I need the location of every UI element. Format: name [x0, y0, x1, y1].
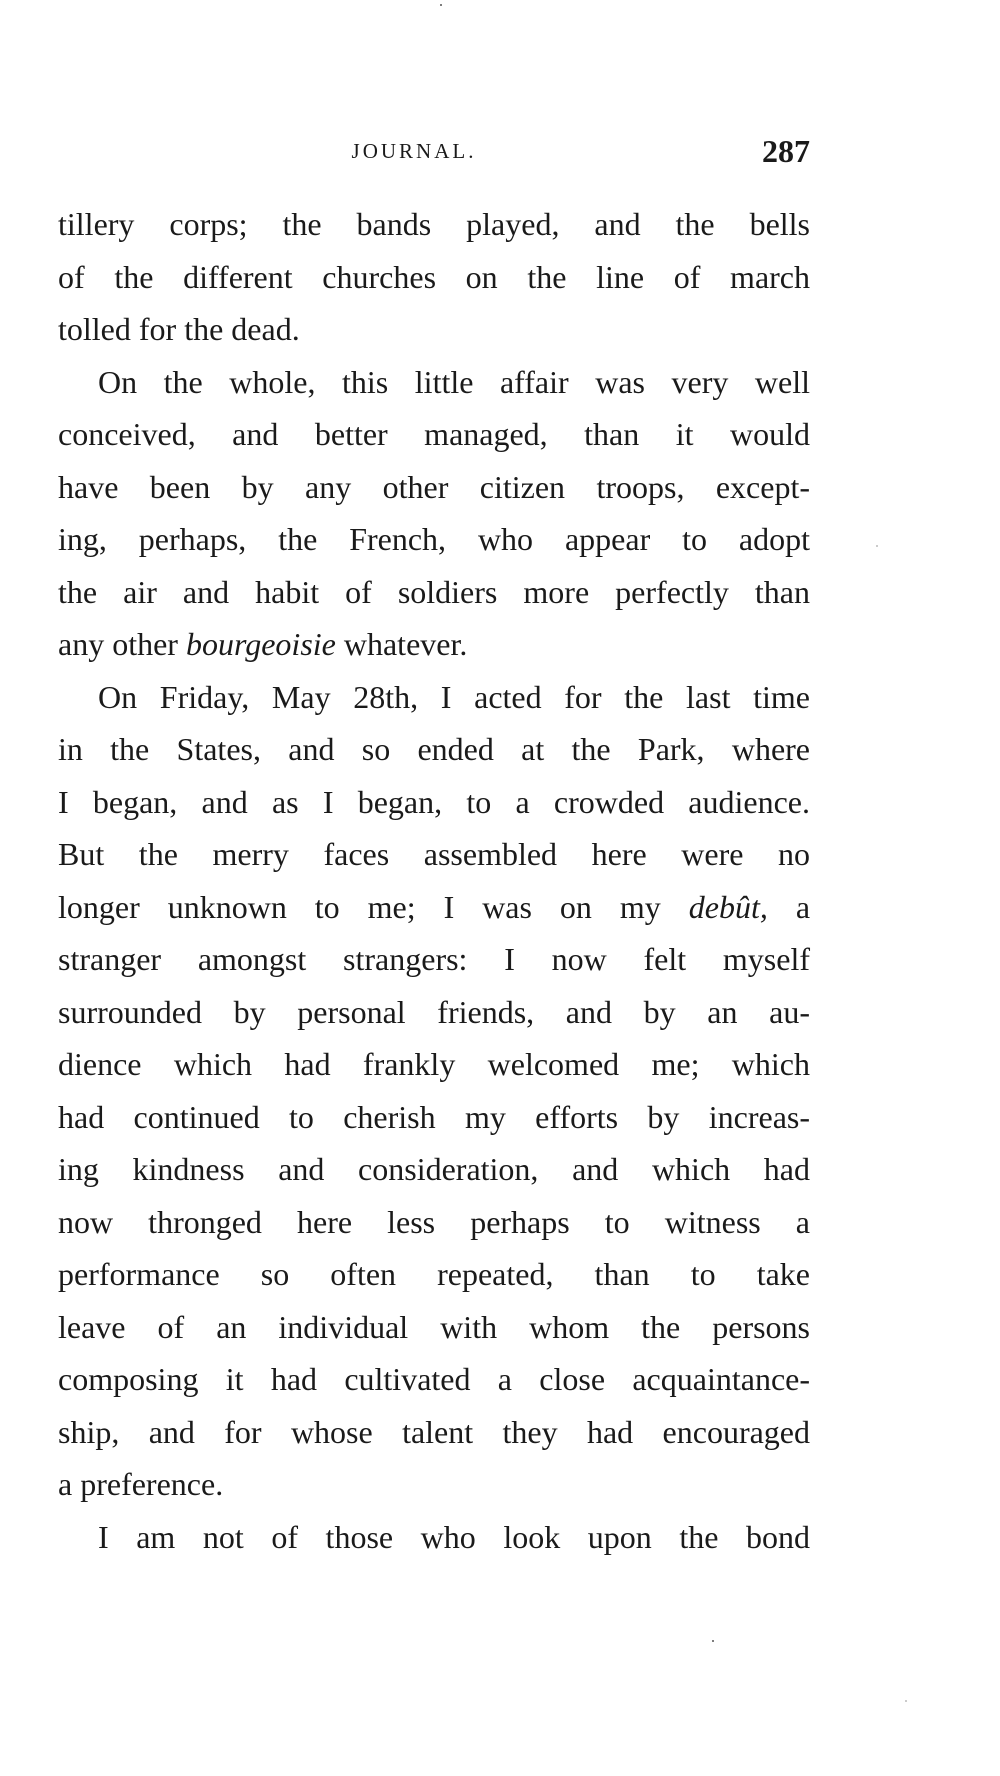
text-fragment: longer unknown to me; I was on my: [58, 888, 661, 925]
paper-speck: [876, 545, 878, 547]
text-line: of the different churches on the line of march: [58, 258, 810, 295]
text-line: surrounded by personal friends, and by an au-: [58, 993, 810, 1030]
text-line: I began, and as I began, to a crowded audience.: [58, 783, 810, 820]
text-line: I am not of those who look upon the bond: [98, 1518, 810, 1555]
body-text: [58, 198, 810, 1563]
paper-speck: [905, 1700, 907, 1702]
text-line: composing it had cultivated a close acquaintance-: [58, 1361, 810, 1397]
text-line: a preference.: [58, 1466, 224, 1502]
italic-term: debût,: [688, 888, 768, 925]
text-line: leave of an individual with whom the persons: [58, 1308, 810, 1345]
text-line: tillery corps; the bands played, and the bells: [58, 206, 810, 242]
text-fragment: any other: [58, 626, 178, 662]
text-line: tolled for the dead.: [58, 311, 300, 347]
text-line: [58, 881, 810, 934]
text-line: stranger amongst strangers: I now felt myself: [58, 941, 810, 977]
text-line: performance so often repeated, than to take: [58, 1256, 810, 1292]
running-title: JOURNAL.: [351, 139, 477, 163]
text-line: in the States, and so ended at the Park, where: [58, 731, 810, 767]
text-line: the air and habit of soldiers more perfectly than: [58, 573, 810, 610]
text-line: But the merry faces assembled here were no: [58, 836, 810, 872]
text-line: ing, perhaps, the French, who appear to adopt: [58, 521, 810, 557]
text-line: conceived, and better managed, than it would: [58, 416, 810, 452]
text-line: ship, and for whose talent they had encouraged: [58, 1413, 810, 1450]
page-number: 287: [762, 133, 810, 169]
italic-term: bourgeoisie: [185, 626, 336, 662]
text-line: On the whole, this little affair was very well: [98, 363, 810, 400]
running-head: [58, 133, 810, 173]
text-fragment: a: [795, 888, 811, 925]
text-line: have been by any other citizen troops, except-: [58, 468, 810, 505]
text-line: dience which had frankly welcomed me; which: [58, 1046, 810, 1082]
paper-speck: [440, 4, 442, 6]
text-line: ing kindness and consideration, and which had: [58, 1151, 810, 1187]
text-line: [58, 618, 810, 671]
text-line: had continued to cherish my efforts by increas-: [58, 1098, 810, 1135]
text-line: now thronged here less perhaps to witness a: [58, 1203, 810, 1240]
text-fragment: whatever.: [343, 626, 468, 662]
paper-speck: [712, 1640, 714, 1642]
text-line: On Friday, May 28th, I acted for the last time: [98, 678, 810, 715]
